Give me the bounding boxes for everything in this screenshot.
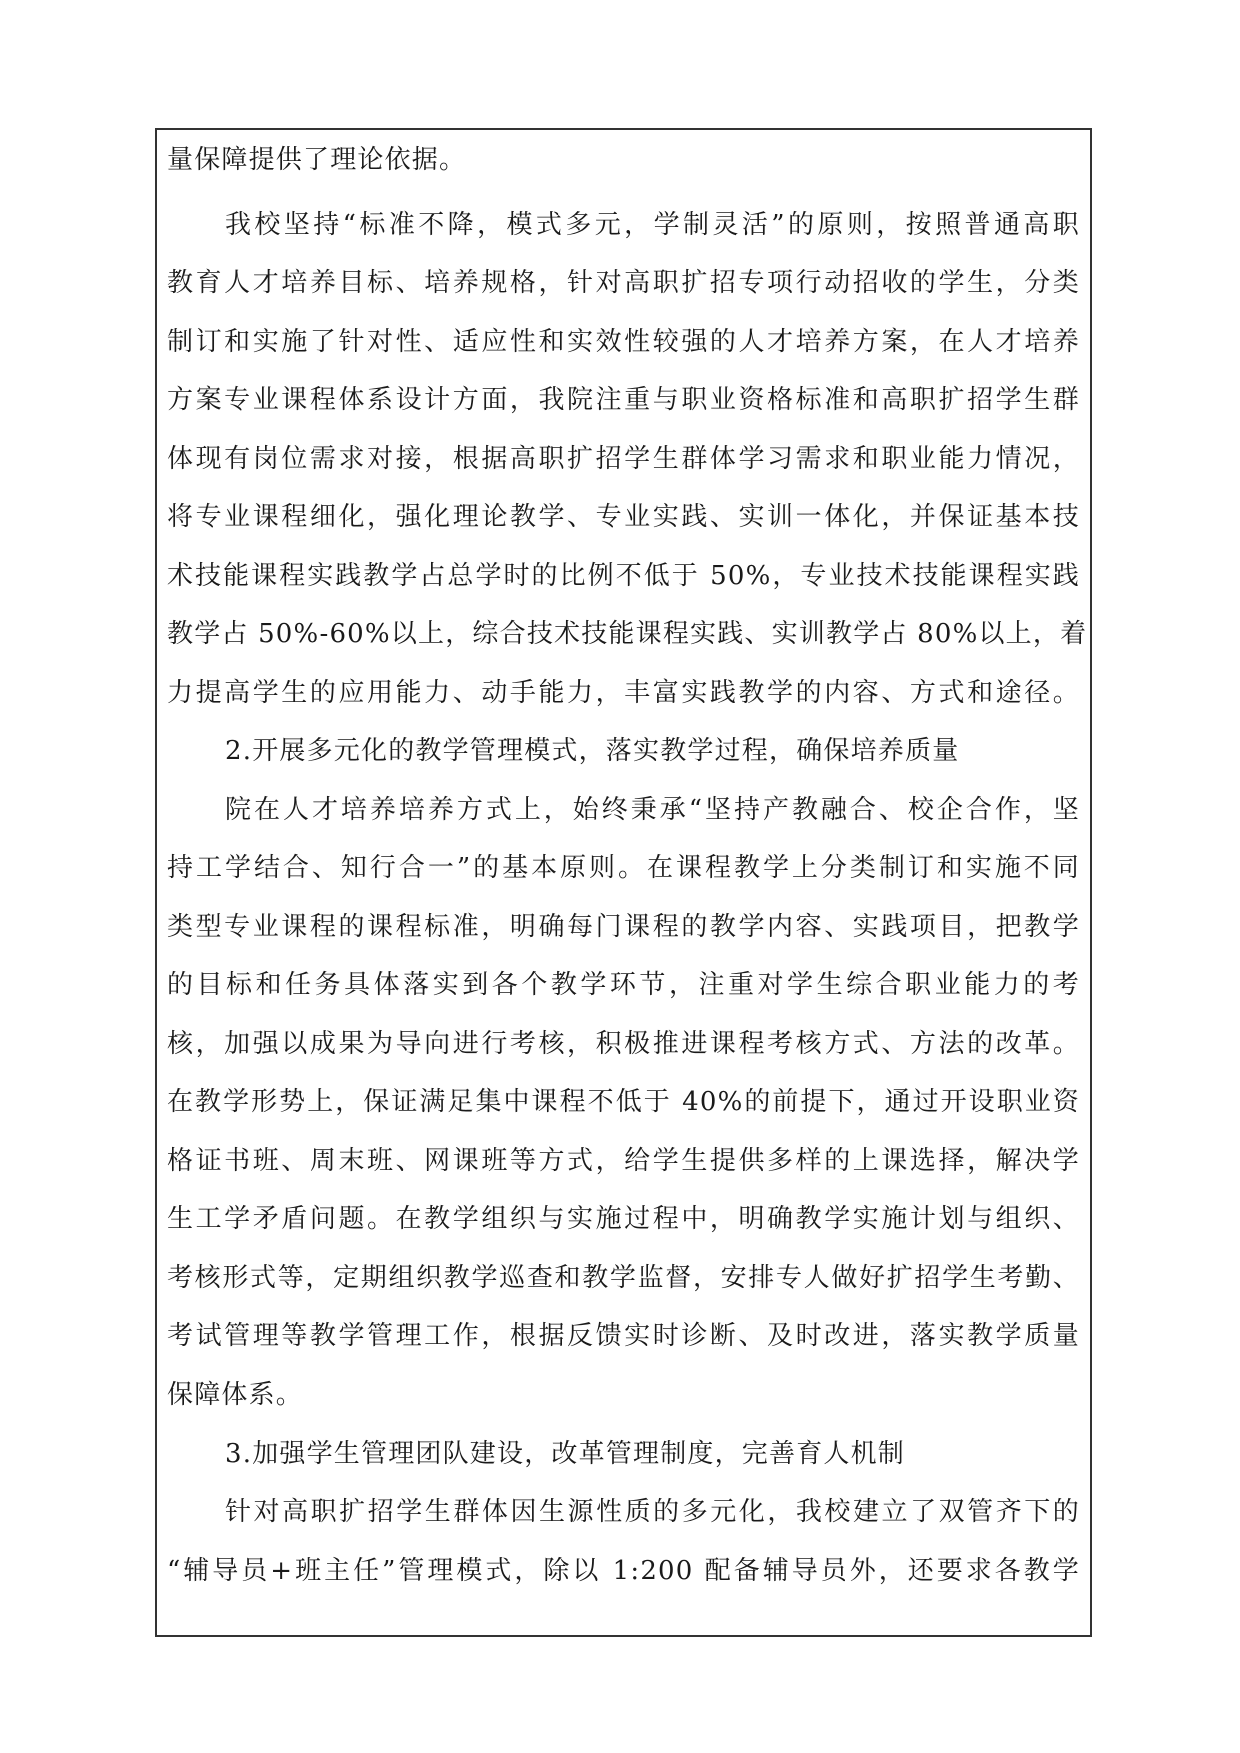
text-line-22: 保障体系。	[167, 1380, 304, 1410]
text-line-14: 类型专业课程的课程标准，明确每门课程的教学内容、实践项目，把教学	[167, 912, 1080, 942]
text-line-5: 方案专业课程体系设计方面，我院注重与职业资格标准和高职扩招学生群	[167, 385, 1080, 415]
text-line-6: 体现有岗位需求对接，根据高职扩招学生群体学习需求和职业能力情况，	[167, 444, 1080, 474]
text-line-2: 我校坚持“标准不降，模式多元，学制灵活”的原则，按照普通高职	[225, 210, 1080, 240]
text-line-21: 考试管理等教学管理工作，根据反馈实时诊断、及时改进，落实教学质量	[167, 1321, 1080, 1351]
text-line-18: 格证书班、周末班、网课班等方式，给学生提供多样的上课选择，解决学	[167, 1146, 1080, 1176]
section-heading-3: 3.加强学生管理团队建设，改革管理制度，完善育人机制	[225, 1439, 906, 1469]
text-line-17: 在教学形势上，保证满足集中课程不低于 40%的前提下，通过开设职业资	[167, 1087, 1080, 1117]
text-line-1: 量保障提供了理论依据。	[167, 145, 467, 175]
text-line-24: 针对高职扩招学生群体因生源性质的多元化，我校建立了双管齐下的	[225, 1497, 1080, 1527]
text-line-3: 教育人才培养目标、培养规格，针对高职扩招专项行动招收的学生，分类	[167, 268, 1080, 298]
text-line-10: 力提高学生的应用能力、动手能力，丰富实践教学的内容、方式和途径。	[167, 678, 1080, 708]
text-line-25: “辅导员+班主任”管理模式，除以 1:200 配备辅导员外，还要求各教学	[167, 1556, 1080, 1586]
text-line-19: 生工学矛盾问题。在教学组织与实施过程中，明确教学实施计划与组织、	[167, 1204, 1080, 1234]
text-line-7: 将专业课程细化，强化理论教学、专业实践、实训一体化，并保证基本技	[167, 502, 1080, 532]
text-line-15: 的目标和任务具体落实到各个教学环节，注重对学生综合职业能力的考	[167, 970, 1080, 1000]
text-line-12: 院在人才培养培养方式上，始终秉承“坚持产教融合、校企合作，坚	[225, 795, 1080, 825]
text-line-13: 持工学结合、知行合一”的基本原则。在课程教学上分类制订和实施不同	[167, 853, 1080, 883]
text-line-8: 术技能课程实践教学占总学时的比例不低于 50%，专业技术技能课程实践	[167, 561, 1080, 591]
section-heading-2: 2.开展多元化的教学管理模式，落实教学过程，确保培养质量	[225, 736, 960, 766]
text-line-9: 教学占 50%-60%以上，综合技术技能课程实践、实训教学占 80%以上，着	[167, 619, 1088, 649]
text-line-20: 考核形式等，定期组织教学巡查和教学监督，安排专人做好扩招学生考勤、	[167, 1263, 1080, 1293]
text-line-4: 制订和实施了针对性、适应性和实效性较强的人才培养方案，在人才培养	[167, 327, 1080, 357]
text-line-16: 核，加强以成果为导向进行考核，积极推进课程考核方式、方法的改革。	[167, 1029, 1080, 1059]
